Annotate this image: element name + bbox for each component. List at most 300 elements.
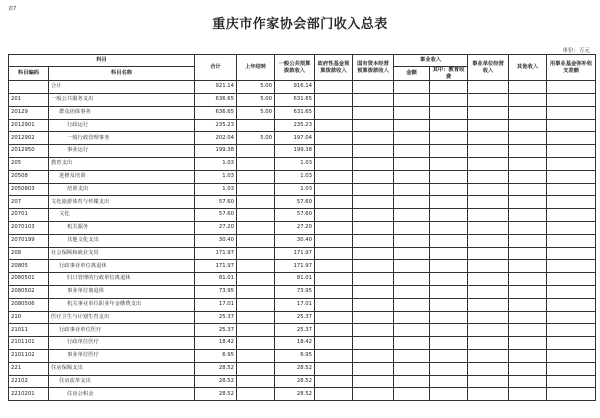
cell-carryover bbox=[237, 196, 275, 209]
cell-empty bbox=[430, 247, 468, 260]
cell-empty bbox=[394, 81, 430, 94]
cell-code: 2012902 bbox=[9, 132, 49, 145]
cell-general-budget: 199.38 bbox=[275, 145, 315, 158]
cell-empty bbox=[547, 324, 596, 337]
table-row bbox=[9, 273, 596, 286]
header-surplus-fund: 用事业基金弥补收支差额 bbox=[547, 55, 596, 81]
cell-empty bbox=[353, 298, 394, 311]
cell-empty bbox=[547, 285, 596, 298]
cell-empty bbox=[315, 94, 353, 107]
cell-empty bbox=[468, 94, 509, 107]
cell-empty bbox=[430, 145, 468, 158]
cell-general-budget: 197.04 bbox=[275, 132, 315, 145]
cell-empty bbox=[394, 119, 430, 132]
cell-empty bbox=[468, 119, 509, 132]
cell-empty bbox=[547, 209, 596, 222]
cell-empty bbox=[430, 311, 468, 324]
cell-empty bbox=[430, 388, 468, 401]
header-subject: 科目 bbox=[9, 55, 195, 67]
cell-general-budget: 28.52 bbox=[275, 375, 315, 388]
cell-empty bbox=[509, 362, 547, 375]
cell-code: 2070103 bbox=[9, 221, 49, 234]
cell-total: 73.95 bbox=[195, 285, 237, 298]
cell-code bbox=[9, 81, 49, 94]
cell-empty bbox=[353, 285, 394, 298]
cell-general-budget: 6.95 bbox=[275, 349, 315, 362]
cell-empty bbox=[394, 94, 430, 107]
cell-empty bbox=[468, 311, 509, 324]
cell-name: 行政运行 bbox=[49, 119, 195, 132]
cell-empty bbox=[315, 119, 353, 132]
cell-empty bbox=[315, 170, 353, 183]
cell-code: 207 bbox=[9, 196, 49, 209]
cell-empty bbox=[509, 349, 547, 362]
cell-empty bbox=[547, 234, 596, 247]
cell-carryover bbox=[237, 285, 275, 298]
cell-total: 27.20 bbox=[195, 221, 237, 234]
cell-name: 事业单位医疗 bbox=[49, 349, 195, 362]
cell-carryover bbox=[237, 170, 275, 183]
cell-empty bbox=[468, 273, 509, 286]
cell-carryover bbox=[237, 260, 275, 273]
cell-empty bbox=[430, 132, 468, 145]
cell-empty bbox=[430, 183, 468, 196]
cell-general-budget: 631.65 bbox=[275, 94, 315, 107]
cell-carryover bbox=[237, 183, 275, 196]
cell-total: 1.03 bbox=[195, 170, 237, 183]
cell-empty bbox=[468, 81, 509, 94]
cell-empty bbox=[394, 362, 430, 375]
cell-general-budget: 1.03 bbox=[275, 158, 315, 171]
cell-code: 2210201 bbox=[9, 388, 49, 401]
cell-empty bbox=[353, 260, 394, 273]
cell-empty bbox=[547, 311, 596, 324]
cell-empty bbox=[509, 273, 547, 286]
cell-empty bbox=[315, 145, 353, 158]
cell-empty bbox=[468, 196, 509, 209]
cell-empty bbox=[353, 311, 394, 324]
cell-empty bbox=[430, 209, 468, 222]
cell-empty bbox=[353, 145, 394, 158]
cell-name: 其他文化支出 bbox=[49, 234, 195, 247]
cell-code: 22102 bbox=[9, 375, 49, 388]
cell-general-budget: 28.52 bbox=[275, 388, 315, 401]
cell-empty bbox=[353, 81, 394, 94]
cell-empty bbox=[353, 273, 394, 286]
cell-general-budget: 235.23 bbox=[275, 119, 315, 132]
cell-carryover bbox=[237, 273, 275, 286]
cell-total: 18.42 bbox=[195, 337, 237, 350]
cell-empty bbox=[430, 196, 468, 209]
cell-code: 2012950 bbox=[9, 145, 49, 158]
table-row bbox=[9, 388, 596, 401]
cell-empty bbox=[547, 119, 596, 132]
cell-empty bbox=[509, 196, 547, 209]
cell-empty bbox=[394, 349, 430, 362]
cell-empty bbox=[394, 170, 430, 183]
header-carryover: 上年结转 bbox=[237, 55, 275, 81]
cell-empty bbox=[315, 158, 353, 171]
cell-name: 归口管理的行政单位离退休 bbox=[49, 273, 195, 286]
cell-code: 20508 bbox=[9, 170, 49, 183]
table-row bbox=[9, 349, 596, 362]
cell-carryover: 5.00 bbox=[237, 106, 275, 119]
cell-general-budget: 18.42 bbox=[275, 337, 315, 350]
cell-code: 2070199 bbox=[9, 234, 49, 247]
header-business-tuition: 其中：教育收费 bbox=[430, 67, 468, 81]
cell-empty bbox=[547, 196, 596, 209]
cell-empty bbox=[547, 158, 596, 171]
cell-general-budget: 1.03 bbox=[275, 183, 315, 196]
cell-empty bbox=[547, 106, 596, 119]
table-row bbox=[9, 81, 596, 94]
cell-name: 行政事业单位医疗 bbox=[49, 324, 195, 337]
cell-empty bbox=[353, 324, 394, 337]
cell-carryover: 5.00 bbox=[237, 81, 275, 94]
income-table bbox=[8, 54, 596, 401]
cell-total: 28.52 bbox=[195, 375, 237, 388]
cell-empty bbox=[509, 106, 547, 119]
cell-empty bbox=[315, 196, 353, 209]
cell-empty bbox=[353, 375, 394, 388]
cell-empty bbox=[394, 273, 430, 286]
cell-empty bbox=[547, 81, 596, 94]
cell-general-budget: 28.52 bbox=[275, 362, 315, 375]
cell-total: 17.01 bbox=[195, 298, 237, 311]
cell-empty bbox=[315, 234, 353, 247]
cell-empty bbox=[468, 324, 509, 337]
cell-carryover bbox=[237, 362, 275, 375]
cell-empty bbox=[468, 260, 509, 273]
cell-empty bbox=[315, 183, 353, 196]
cell-empty bbox=[430, 234, 468, 247]
cell-carryover: 5.00 bbox=[237, 94, 275, 107]
cell-empty bbox=[509, 388, 547, 401]
cell-general-budget: 17.01 bbox=[275, 298, 315, 311]
cell-empty bbox=[430, 298, 468, 311]
cell-empty bbox=[394, 145, 430, 158]
header-general-budget: 一般公共预算拨款收入 bbox=[275, 55, 315, 81]
header-unit-operation: 事业单位经营收入 bbox=[468, 55, 509, 81]
cell-empty bbox=[353, 247, 394, 260]
cell-name: 群众团体事务 bbox=[49, 106, 195, 119]
cell-empty bbox=[468, 285, 509, 298]
cell-empty bbox=[509, 311, 547, 324]
cell-empty bbox=[430, 119, 468, 132]
cell-name: 进修及培训 bbox=[49, 170, 195, 183]
cell-empty bbox=[509, 247, 547, 260]
cell-name: 行政事业单位离退休 bbox=[49, 260, 195, 273]
cell-total: 921.14 bbox=[195, 81, 237, 94]
cell-name: 住房改革支出 bbox=[49, 375, 195, 388]
cell-total: 636.65 bbox=[195, 94, 237, 107]
cell-name: 一般公共服务支出 bbox=[49, 94, 195, 107]
cell-general-budget: 27.20 bbox=[275, 221, 315, 234]
cell-total: 199.38 bbox=[195, 145, 237, 158]
cell-empty bbox=[468, 132, 509, 145]
cell-empty bbox=[315, 132, 353, 145]
cell-name: 社会保障和就业支出 bbox=[49, 247, 195, 260]
cell-name: 培训支出 bbox=[49, 183, 195, 196]
cell-total: 28.52 bbox=[195, 362, 237, 375]
cell-empty bbox=[394, 388, 430, 401]
cell-code: 2080506 bbox=[9, 298, 49, 311]
cell-total: 6.95 bbox=[195, 349, 237, 362]
cell-code: 20129 bbox=[9, 106, 49, 119]
table-row bbox=[9, 196, 596, 209]
cell-total: 25.37 bbox=[195, 324, 237, 337]
table-row bbox=[9, 247, 596, 260]
cell-empty bbox=[394, 209, 430, 222]
page-title: 重庆市作家协会部门收入总表 bbox=[212, 17, 388, 32]
cell-empty bbox=[394, 298, 430, 311]
cell-empty bbox=[547, 260, 596, 273]
cell-empty bbox=[468, 183, 509, 196]
cell-empty bbox=[353, 337, 394, 350]
cell-total: 202.04 bbox=[195, 132, 237, 145]
cell-code: 208 bbox=[9, 247, 49, 260]
cell-empty bbox=[468, 298, 509, 311]
cell-empty bbox=[353, 221, 394, 234]
cell-empty bbox=[430, 170, 468, 183]
cell-empty bbox=[353, 349, 394, 362]
table-row bbox=[9, 337, 596, 350]
cell-empty bbox=[315, 388, 353, 401]
cell-empty bbox=[315, 362, 353, 375]
table-row bbox=[9, 119, 596, 132]
table-row bbox=[9, 145, 596, 158]
cell-empty bbox=[315, 260, 353, 273]
cell-carryover bbox=[237, 221, 275, 234]
cell-code: 2080501 bbox=[9, 273, 49, 286]
cell-empty bbox=[353, 388, 394, 401]
table-row bbox=[9, 311, 596, 324]
cell-name: 文化 bbox=[49, 209, 195, 222]
cell-empty bbox=[430, 375, 468, 388]
cell-code: 2101102 bbox=[9, 349, 49, 362]
header-row-1 bbox=[9, 55, 596, 67]
cell-empty bbox=[509, 337, 547, 350]
cell-empty bbox=[315, 273, 353, 286]
cell-empty bbox=[509, 145, 547, 158]
cell-name: 医疗卫生与计划生育支出 bbox=[49, 311, 195, 324]
cell-empty bbox=[394, 234, 430, 247]
cell-name: 住房保障支出 bbox=[49, 362, 195, 375]
cell-empty bbox=[509, 170, 547, 183]
cell-empty bbox=[468, 234, 509, 247]
cell-name: 住房公积金 bbox=[49, 388, 195, 401]
table-row bbox=[9, 106, 596, 119]
cell-total: 30.40 bbox=[195, 234, 237, 247]
cell-total: 57.60 bbox=[195, 209, 237, 222]
cell-total: 25.37 bbox=[195, 311, 237, 324]
cell-empty bbox=[468, 209, 509, 222]
table-number: 表7 bbox=[8, 6, 17, 12]
cell-empty bbox=[353, 196, 394, 209]
cell-name: 文化旅游体育与传媒支出 bbox=[49, 196, 195, 209]
table-row bbox=[9, 298, 596, 311]
cell-empty bbox=[394, 285, 430, 298]
cell-code: 2080502 bbox=[9, 285, 49, 298]
cell-empty bbox=[547, 349, 596, 362]
cell-general-budget: 25.37 bbox=[275, 324, 315, 337]
cell-empty bbox=[430, 362, 468, 375]
cell-empty bbox=[430, 158, 468, 171]
cell-empty bbox=[394, 260, 430, 273]
cell-name: 事业运行 bbox=[49, 145, 195, 158]
cell-total: 636.65 bbox=[195, 106, 237, 119]
table-row bbox=[9, 362, 596, 375]
cell-empty bbox=[547, 388, 596, 401]
cell-code: 201 bbox=[9, 94, 49, 107]
cell-empty bbox=[430, 324, 468, 337]
table-row bbox=[9, 183, 596, 196]
table-row bbox=[9, 324, 596, 337]
cell-carryover bbox=[237, 247, 275, 260]
cell-name: 教育支出 bbox=[49, 158, 195, 171]
unit-label: 单位：万元 bbox=[562, 48, 590, 54]
table-row bbox=[9, 132, 596, 145]
cell-empty bbox=[353, 362, 394, 375]
cell-empty bbox=[394, 221, 430, 234]
cell-empty bbox=[468, 375, 509, 388]
cell-empty bbox=[430, 221, 468, 234]
cell-carryover bbox=[237, 311, 275, 324]
cell-empty bbox=[315, 209, 353, 222]
cell-carryover bbox=[237, 324, 275, 337]
cell-empty bbox=[468, 145, 509, 158]
cell-carryover bbox=[237, 298, 275, 311]
cell-empty bbox=[468, 388, 509, 401]
cell-empty bbox=[353, 132, 394, 145]
cell-name: 一般行政管理事务 bbox=[49, 132, 195, 145]
cell-empty bbox=[547, 298, 596, 311]
cell-empty bbox=[509, 158, 547, 171]
cell-carryover: 5.00 bbox=[237, 132, 275, 145]
cell-empty bbox=[315, 285, 353, 298]
cell-empty bbox=[315, 247, 353, 260]
table-row bbox=[9, 260, 596, 273]
header-subject-name: 科目名称 bbox=[49, 67, 195, 81]
cell-empty bbox=[430, 94, 468, 107]
cell-empty bbox=[547, 145, 596, 158]
cell-empty bbox=[468, 221, 509, 234]
cell-empty bbox=[315, 298, 353, 311]
cell-total: 1.03 bbox=[195, 183, 237, 196]
cell-empty bbox=[315, 106, 353, 119]
cell-empty bbox=[547, 362, 596, 375]
cell-empty bbox=[353, 158, 394, 171]
cell-carryover bbox=[237, 337, 275, 350]
cell-carryover bbox=[237, 349, 275, 362]
cell-empty bbox=[394, 196, 430, 209]
header-subject-code: 科目编码 bbox=[9, 67, 49, 81]
cell-empty bbox=[547, 221, 596, 234]
cell-empty bbox=[315, 311, 353, 324]
cell-empty bbox=[430, 106, 468, 119]
cell-general-budget: 1.03 bbox=[275, 170, 315, 183]
table-row bbox=[9, 158, 596, 171]
cell-empty bbox=[509, 81, 547, 94]
header-other-income: 其他收入 bbox=[509, 55, 547, 81]
cell-empty bbox=[394, 337, 430, 350]
cell-carryover bbox=[237, 119, 275, 132]
cell-empty bbox=[509, 132, 547, 145]
cell-empty bbox=[430, 337, 468, 350]
cell-general-budget: 81.01 bbox=[275, 273, 315, 286]
cell-code: 221 bbox=[9, 362, 49, 375]
cell-general-budget: 631.65 bbox=[275, 106, 315, 119]
cell-empty bbox=[430, 260, 468, 273]
cell-empty bbox=[468, 170, 509, 183]
cell-empty bbox=[547, 247, 596, 260]
cell-empty bbox=[468, 337, 509, 350]
cell-empty bbox=[394, 311, 430, 324]
cell-empty bbox=[509, 260, 547, 273]
table-row bbox=[9, 375, 596, 388]
cell-empty bbox=[430, 349, 468, 362]
table-row bbox=[9, 285, 596, 298]
cell-general-budget: 57.60 bbox=[275, 196, 315, 209]
cell-empty bbox=[394, 132, 430, 145]
cell-total: 81.01 bbox=[195, 273, 237, 286]
cell-total: 235.23 bbox=[195, 119, 237, 132]
cell-code: 210 bbox=[9, 311, 49, 324]
header-total: 合计 bbox=[195, 55, 237, 81]
cell-empty bbox=[394, 324, 430, 337]
cell-code: 2101101 bbox=[9, 337, 49, 350]
cell-empty bbox=[547, 183, 596, 196]
cell-empty bbox=[509, 221, 547, 234]
cell-empty bbox=[547, 132, 596, 145]
cell-empty bbox=[315, 221, 353, 234]
cell-general-budget: 73.95 bbox=[275, 285, 315, 298]
cell-name: 机关服务 bbox=[49, 221, 195, 234]
cell-empty bbox=[468, 362, 509, 375]
cell-general-budget: 171.97 bbox=[275, 247, 315, 260]
cell-code: 2050803 bbox=[9, 183, 49, 196]
cell-code: 21011 bbox=[9, 324, 49, 337]
table-row bbox=[9, 170, 596, 183]
cell-carryover bbox=[237, 234, 275, 247]
cell-carryover bbox=[237, 158, 275, 171]
header-gov-fund: 政府性基金预算拨款收入 bbox=[315, 55, 353, 81]
cell-empty bbox=[509, 375, 547, 388]
cell-empty bbox=[547, 375, 596, 388]
cell-empty bbox=[353, 234, 394, 247]
cell-empty bbox=[430, 273, 468, 286]
table-row bbox=[9, 209, 596, 222]
cell-name: 事业单位离退休 bbox=[49, 285, 195, 298]
cell-code: 20805 bbox=[9, 260, 49, 273]
cell-code: 205 bbox=[9, 158, 49, 171]
cell-empty bbox=[547, 273, 596, 286]
header-business-amount: 金额 bbox=[394, 67, 430, 81]
cell-empty bbox=[315, 81, 353, 94]
header-business-income: 事业收入 bbox=[394, 55, 468, 67]
cell-empty bbox=[547, 337, 596, 350]
table-row bbox=[9, 234, 596, 247]
cell-empty bbox=[509, 94, 547, 107]
header-state-capital: 国有资本经营预算拨款收入 bbox=[353, 55, 394, 81]
cell-empty bbox=[430, 81, 468, 94]
cell-general-budget: 57.60 bbox=[275, 209, 315, 222]
cell-code: 20701 bbox=[9, 209, 49, 222]
cell-carryover bbox=[237, 209, 275, 222]
cell-total: 171.97 bbox=[195, 260, 237, 273]
cell-empty bbox=[430, 285, 468, 298]
cell-name: 合计 bbox=[49, 81, 195, 94]
